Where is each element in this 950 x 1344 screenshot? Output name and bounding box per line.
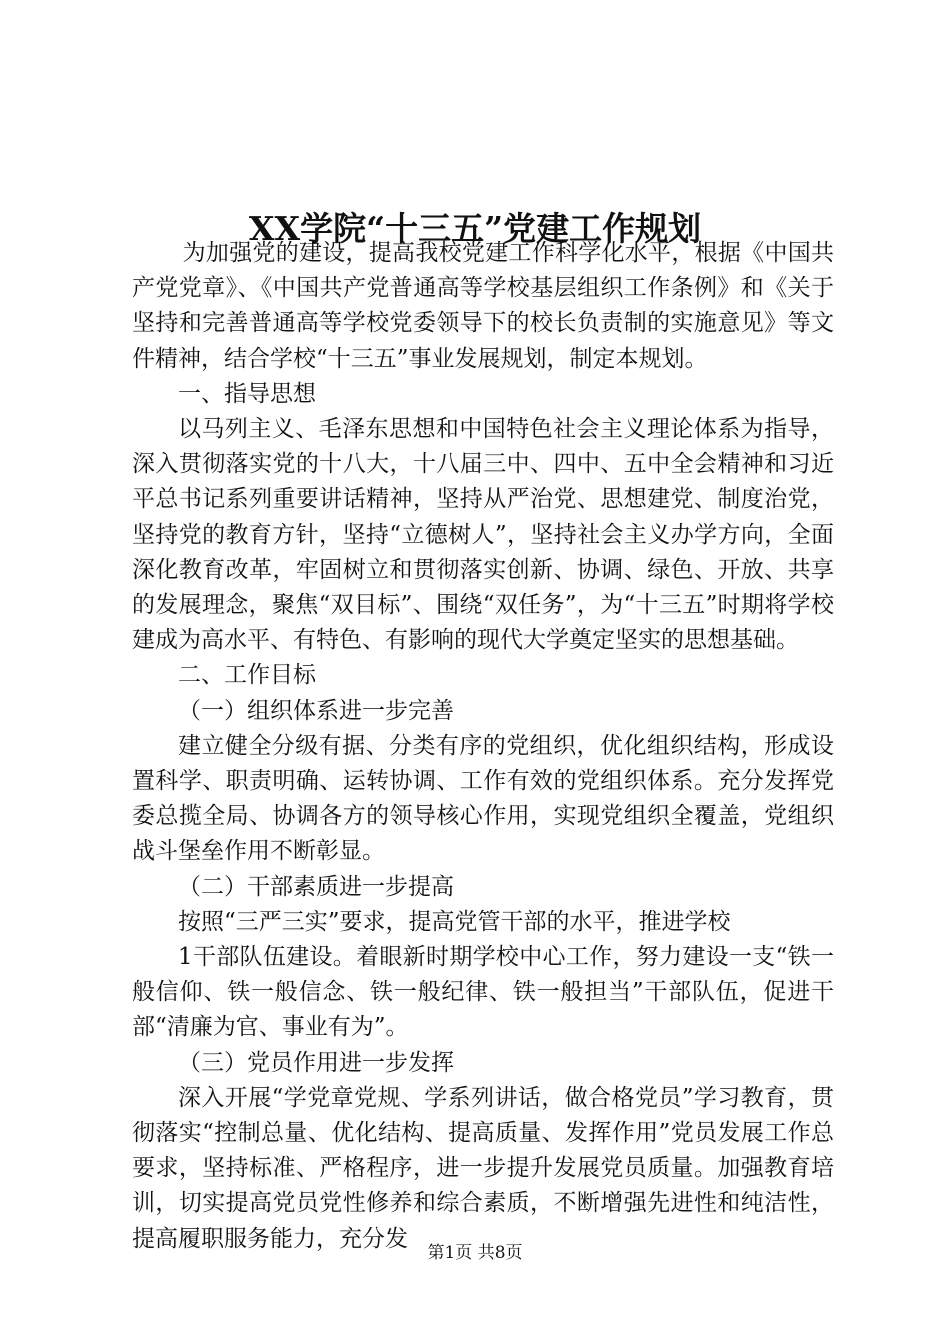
heading-work-goals: 二、工作目标 bbox=[178, 662, 316, 689]
paragraph-members: 深入开展“学党章党规、学系列讲话，做合格党员”学习教育，贯彻落实“控制总量、优化结构、提高质量、发挥作用”党员发展工作总要求，坚持标准、严格程序，进一步提升发展党员质量。加强教育培训，切实提高党员党性修养和综合素质，不断增强先进性和纯洁性，提高履职服务能力，充分发 bbox=[132, 1084, 834, 1252]
document-body bbox=[132, 236, 834, 1257]
paragraph-organization: 建立健全分级有据、分类有序的党组织，优化组织结构，形成设置科学、职责明确、运转协调、工作有效的党组织体系。充分发挥党委总揽全局、协调各方的领导核心作用，实现党组织全覆盖，党组织战斗堡垒作用不断彰显。 bbox=[132, 732, 834, 865]
paragraph-guiding-ideology: 以马列主义、毛泽东思想和中国特色社会主义理论体系为指导，深入贯彻落实党的十八大，十八届三中、四中、五中全会精神和习近平总书记系列重要讲话精神，坚持从严治党、思想建党、制度治党，坚持党的教育方针，坚持“立德树人”，坚持社会主义办学方向，全面深化教育改革，牢固树立和贯彻落实创新、协调、绿色、开放、共享的发展理念，聚焦“双目标”、围绕“双任务”，为“十三五”时期将学校建成为高水平、有特色、有影响的现代大学奠定坚实的思想基础。 bbox=[132, 416, 834, 654]
paragraph-cadre-part1: 按照“三严三实”要求，提高党管干部的水平，推进学校 bbox=[178, 908, 731, 935]
subheading-organization: （一）组织体系进一步完善 bbox=[178, 697, 454, 724]
heading-guiding-ideology: 一、指导思想 bbox=[178, 380, 316, 407]
subheading-members: （三）党员作用进一步发挥 bbox=[178, 1049, 454, 1076]
document-title: XX学院“十三五”党建工作规划 bbox=[248, 209, 702, 249]
paragraph-intro: 为加强党的建设，提高我校党建工作科学化水平，根据《中国共产党党章》、《中国共产党普通高等学校基层组织工作条例》和《关于坚持和完善普通高等学校党委领导下的校长负责制的实施意见》等文件精神，结合学校“十三五”事业发展规划，制定本规划。 bbox=[132, 240, 834, 372]
page-footer: 第1页 共8页 bbox=[427, 1243, 523, 1263]
subheading-cadre: （二）干部素质进一步提高 bbox=[178, 873, 454, 900]
paragraph-cadre-part2: 1干部队伍建设。着眼新时期学校中心工作，努力建设一支“铁一般信仰、铁一般信念、铁一般纪律、铁一般担当”干部队伍，促进干部“清廉为官、事业有为”。 bbox=[132, 944, 834, 1041]
